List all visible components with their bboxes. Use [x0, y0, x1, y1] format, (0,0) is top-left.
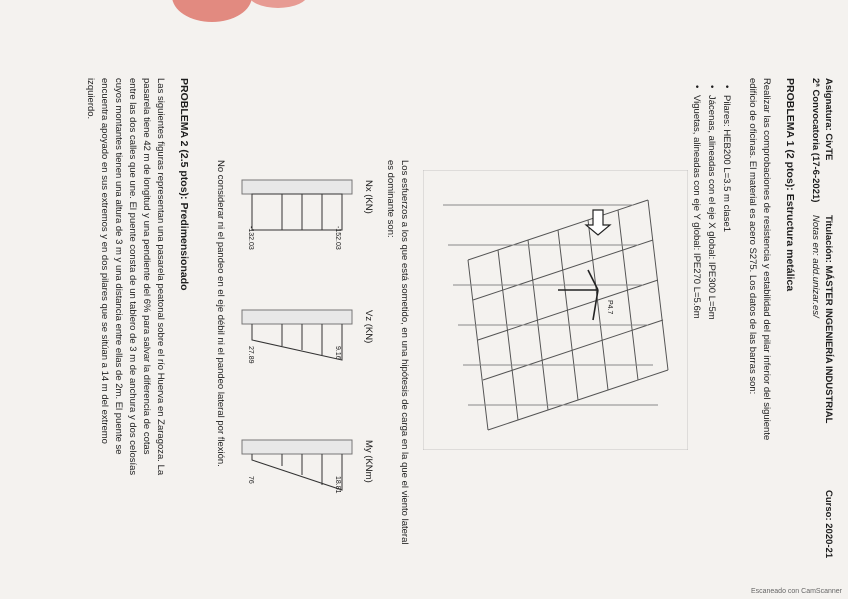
- diagram-label-my: My (KNm): [363, 440, 374, 483]
- grades-note: Notas en: add.unizar.es/: [810, 215, 821, 318]
- problem2-text-line: cuyos montantes tienen una altura de 3 m y una distancia entre ellas de 2m. El puente se: [113, 78, 124, 455]
- problem1-bullet: • Viguetas, alineadas con eje Y global: IPE270 L=5.6m: [690, 95, 702, 319]
- problem1-intro-line: Realizar las comprobaciones de resistencia y estabilidad del pilar inferior del siguiente: [761, 78, 772, 441]
- subject-label: Asignatura: CivTE: [823, 78, 834, 161]
- degree-label: Titulación: MÁSTER INGENIERÍA INDUSTRIAL: [823, 215, 834, 424]
- building-structure-figure: [423, 170, 688, 450]
- efforts-text-line: Los esfuerzos a los que está sometido, en una hipótesis de carga en la que el viento lateral: [399, 160, 410, 545]
- problem2-title: PROBLEMA 2 (2.5 ptos): Predimensionado: [178, 78, 190, 291]
- effort-diagrams: [232, 160, 362, 580]
- problem2-text-line: pasarela tiene 42 m de longitud y una pendiente del 6% para salvar la diferencia de cotas: [141, 78, 152, 455]
- diagram-label-nx: Nx (KN): [363, 180, 374, 214]
- diagram-value: 18.81: [334, 476, 341, 494]
- problem1-intro-line: edificio de oficinas. El material es acero S275. Los datos de las barras son:: [747, 78, 758, 395]
- problem1-bullet: • Jácenas, alineadas con el eje X global: IPE300 L=5m: [705, 95, 717, 320]
- scanner-watermark: Escaneado con CamScanner: [750, 588, 842, 595]
- course-label: Curso: 2020-21: [823, 490, 834, 559]
- diagram-value: -152.03: [334, 226, 341, 250]
- problem2-text-line: encuentra apoyado en sus extremos y en dos pilares que se sitúan a 14 m del extremo: [99, 78, 110, 444]
- problem1-note: No considerar ni el pandeo en el eje débil ni el pandeo lateral por flexión.: [215, 160, 226, 467]
- svg-text:P4.7: P4.7: [606, 300, 613, 315]
- diagram-value: 76: [247, 476, 254, 484]
- diagram-value: 27.89: [247, 346, 254, 364]
- problem1-title: PROBLEMA 1 (2 ptos): Estructura metálica: [784, 78, 796, 292]
- diagram-value: -132.03: [247, 226, 254, 250]
- problem1-bullet: • Pilares: HEB200 L=3.5 m clase1: [720, 95, 732, 232]
- diagram-label-vz: Vz (KN): [363, 310, 374, 344]
- diagram-value: 9.16: [334, 346, 341, 360]
- problem2-text-line: izquierdo.: [85, 78, 96, 120]
- problem2-text-line: entre las dos calles que une. El puente consta de un tablero de 3 m de anchura y dos celosías: [127, 78, 138, 476]
- efforts-text-line: es dominante son:: [385, 160, 396, 238]
- exam-call-label: 2ª Convocatoria (17-6-2021): [810, 78, 821, 203]
- problem2-text-line: Las siguientes figuras representan una pasarela peatonal sobre el río Huerva en Zaragoza. La: [155, 78, 166, 476]
